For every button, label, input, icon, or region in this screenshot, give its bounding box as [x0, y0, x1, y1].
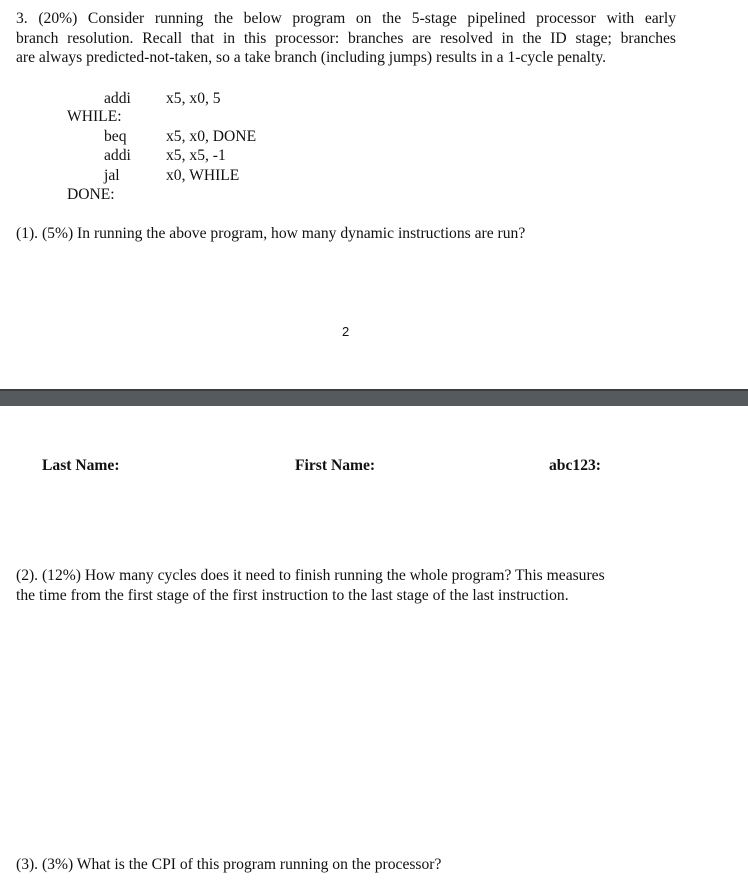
question-2: [16, 566, 676, 605]
question-2-line-1: (2). (12%) How many cycles does it need to finish running the whole program? This measures: [16, 567, 605, 584]
code-args-1: x5, x0, 5: [166, 90, 221, 107]
question-3: (3). (3%) What is the CPI of this program running on the processor?: [16, 856, 442, 873]
problem-intro-line-1: 3. (20%) Consider running the below program on the 5-stage pipelined processor with early: [16, 10, 676, 27]
code-label-done: DONE:: [67, 186, 115, 203]
last-name-label: Last Name:: [42, 457, 120, 474]
question-1: (1). (5%) In running the above program, how many dynamic instructions are run?: [16, 225, 526, 242]
question-2-line-2: the time from the first stage of the first instruction to the last stage of the last instruction.: [16, 586, 569, 604]
code-args-3: x5, x5, -1: [166, 147, 226, 164]
code-op-1: addi: [104, 90, 131, 107]
code-op-2: beq: [104, 128, 127, 145]
page-number: 2: [342, 324, 350, 339]
code-op-4: jal: [104, 167, 120, 184]
first-name-label: First Name:: [295, 457, 376, 474]
page-break-divider: [0, 389, 748, 406]
code-args-4: x0, WHILE: [166, 167, 240, 184]
code-op-3: addi: [104, 147, 131, 164]
code-label-while: WHILE:: [67, 108, 122, 125]
problem-statement: [16, 9, 676, 68]
problem-intro-line-2: branch resolution. Recall that in this processor: branches are resolved in the ID stage; branches: [16, 29, 676, 47]
code-args-2: x5, x0, DONE: [166, 128, 257, 145]
problem-intro-line-3: are always predicted-not-taken, so a take branch (including jumps) results in a 1-cycle penalty.: [16, 49, 607, 66]
abc123-label: abc123:: [549, 457, 601, 474]
